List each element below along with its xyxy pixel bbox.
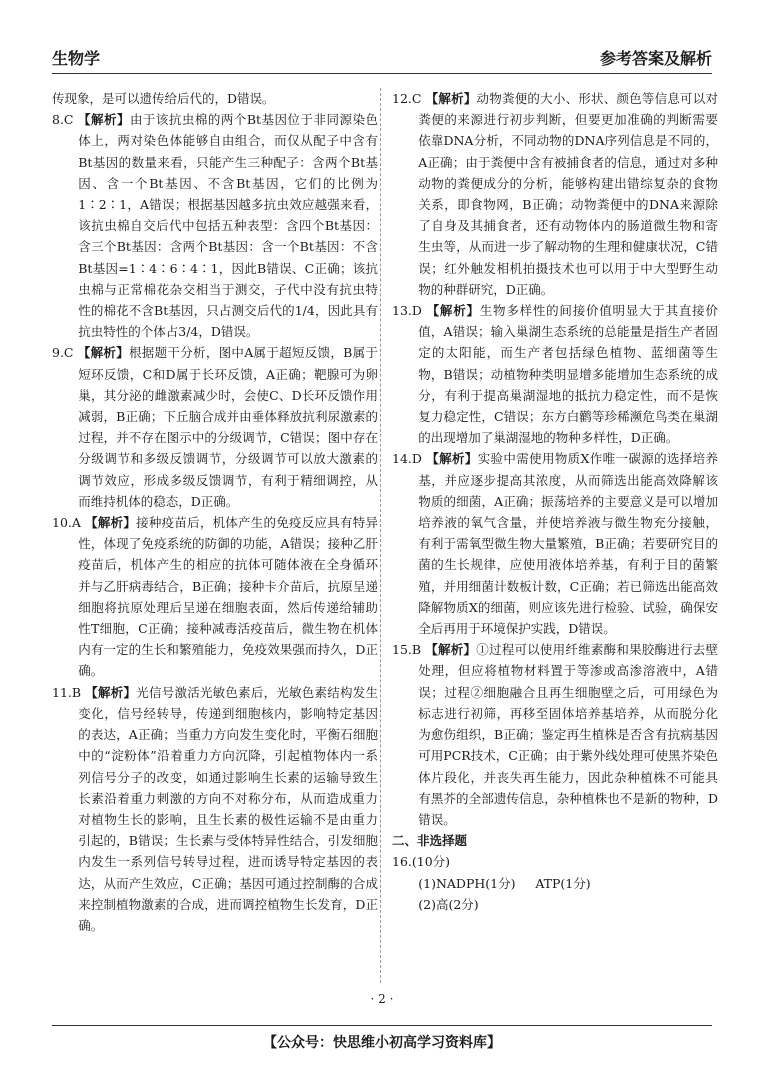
- answer-text: 根据题干分析，图中A属于超短反馈，B属于短环反馈，C和D属于长环反馈，A正确；靶腺可为卵巢，其分泌的雌激素减少时，会使C、D长环反馈作用减弱，B正确；下丘脑合成并由垂体释放抗利尿激素的过程，并不存在图示中的分级调节，C错误；图中存在分级调节和多级反馈调节，分级调节可以放大激素的调节效应，形成多级反馈调节，有利于精细调控，从而维持机体的稳态，D正确。: [78, 345, 378, 509]
- answer-text: ①过程可以使用纤维素酶和果胶酶进行去壁处理，但应将植物材料置于等渗或高渗溶液中，A错误；过程②细胞融合且再生细胞壁之后，可用绿色为标志进行初筛，再移至固体培养基培养，从而脱分化为愈伤组织，B正确；鉴定再生植株是否含有抗病基因可用PCR技术，C正确；由于紫外线处理可使黑芥染色体片段化，并丧失再生能力，因此杂种植株不可能具有黑芥的全部遗传信息，杂种植株也不是新的物种，D错误。: [418, 642, 718, 827]
- question-16-part1: [392, 873, 718, 894]
- analysis-tag: 【解析】: [77, 112, 130, 128]
- answer-text: 生物多样性的间接价值明显大于其直接价值，A错误；输入巢湖生态系统的总能量是指生产者固定的太阳能，而生产者包括绿色植物、蓝细菌等生物，B错误；动植物种类明显增多能增加生态系统的成分，有利于提高巢湖湿地的抵抗力稳定性，而不是恢复力稳定性，C错误；东方白鹳等珍稀濒危鸟类在巢湖的出现增加了巢湖湿地的物种多样性，D正确。: [418, 303, 718, 446]
- column-divider: [380, 88, 381, 983]
- subject-title: 生物学: [52, 49, 101, 68]
- analysis-tag: 【解析】: [425, 91, 477, 106]
- page-number: · 2 ·: [370, 992, 394, 1006]
- answer-9: [52, 342, 378, 512]
- footer-rule: [52, 1025, 712, 1026]
- answer-number: 11.B: [52, 684, 82, 700]
- left-column: [52, 88, 378, 936]
- answer-15: [392, 639, 718, 830]
- answer-text: 动物粪便的大小、形状、颜色等信息可以对粪便的来源进行初步判断，但要更加准确的判断需要依靠DNA分析，不同动物的DNA序列信息是不同的，A正确；由于粪便中含有被捕食者的信息，通过对多种动物的粪便成分的分析，能够构建出错综复杂的食物关系，即食物网，B正确；动物粪便中的DNA来源除了自身及其捕食者，还有动物体内的肠道微生物和寄生虫等，从而进一步了解动物的生理和健康状况，C错误；红外触发相机拍摄技术也可以用于中大型野生动物的种群研究，D正确。: [418, 91, 718, 297]
- answer-8: [52, 109, 378, 342]
- question-16-part2: (2)高(2分): [418, 896, 479, 912]
- footer-text: 【公众号：快思维小初高学习资料库】: [263, 1035, 501, 1051]
- analysis-tag: 【解析】: [85, 684, 137, 700]
- analysis-tag: 【解析】: [426, 451, 478, 467]
- answer-number: 15.B: [392, 642, 422, 658]
- answer-number: 10.A: [52, 515, 81, 531]
- answer-number: 13.D: [392, 303, 422, 319]
- analysis-tag: 【解析】: [85, 515, 137, 531]
- right-column: [392, 88, 718, 915]
- answer-text: 实验中需使用物质X作唯一碳源的选择培养基，并应逐步提高其浓度，从而筛选出能高效降解该物质的细菌，A正确；振荡培养的主要意义是可以增加培养液的氧气含量，并使培养液与微生物充分接触，有利于需氧型微生物大量繁殖，B正确；若要研究目的菌的生长规律，应使用液体培养基，有利于目的菌繁殖，并用细菌计数板计数，C正确；若已筛选出能高效降解物质X的细菌，则应该先进行检验、试验，确保安全后再用于环境保护实践，D错误。: [418, 451, 718, 637]
- answer-number: 8.C: [52, 112, 74, 128]
- answer-number: 9.C: [52, 345, 74, 361]
- page-header: [52, 40, 712, 74]
- answer-text: 由于该抗虫棉的两个Bt基因位于非同源染色体上，两对染色体能够自由组合，而仅从配子中含有Bt基因的数量来看，只能产生三种配子：含两个Bt基因、含一个Bt基因、不含Bt基因，它们的比例为1∶2∶1，A错误；根据基因越多抗虫效应越强来看，该抗虫棉自交后代中包括五种表型：含四个Bt基因：含三个Bt基因：含两个Bt基因：含一个Bt基因：不含Bt基因=1∶4∶6∶4∶1，因此B错误、C正确；该抗虫棉与正常棉花杂交相当于测交，子代中没有抗虫特性的棉花不含Bt基因，只占测交后代的1/4，因此具有抗虫特性的个体占3/4，D错误。: [78, 112, 378, 340]
- answer-11: [52, 682, 378, 936]
- answer-12: [392, 88, 718, 300]
- answer-number: 14.D: [392, 451, 422, 467]
- section-title: 参考答案及解析: [599, 49, 712, 68]
- analysis-tag: 【解析】: [426, 303, 480, 319]
- answer-14: [392, 448, 718, 639]
- answer-text: 光信号激活光敏色素后，光敏色素结构发生变化，信号经转导，传递到细胞核内，影响特定基因的表达，A正确；当重力方向发生变化时，平衡石细胞中的“淀粉体”沿着重力方向沉降，引起植物体内一系列信号分子的改变，如通过影响生长素的运输导致生长素沿着重力刺激的方向不对称分布，从而造成重力对植物生长的影响，且生长素的极性运输不是由重力引起的，B错误；生长素与受体特异性结合，引发细胞内发生一系列信号转导过程，进而诱导特定基因的表达，从而产生效应，C正确；基因可通过控制酶的合成来控制植物激素的合成，进而调控植物生长发育，D正确。: [78, 684, 378, 933]
- continued-text: 传现象，是可以遗传给后代的，D错误。: [52, 91, 275, 106]
- answer-13: [392, 300, 718, 448]
- answer-number: 12.C: [392, 91, 422, 106]
- section-heading: 二、非选择题: [392, 833, 468, 849]
- analysis-tag: 【解析】: [425, 642, 477, 658]
- answer-10: [52, 512, 378, 682]
- analysis-tag: 【解析】: [77, 345, 129, 361]
- answer-part: ATP(1分): [535, 875, 591, 891]
- answer-part: (1)NADPH(1分): [418, 875, 516, 891]
- header-rule: [52, 73, 712, 74]
- question-16-head: 16.(10分): [392, 854, 451, 870]
- answer-text: 接种疫苗后，机体产生的免疫反应具有特异性，体现了免疫系统的防御的功能，A错误；接种乙肝疫苗后，机体产生的相应的抗体可随体液在全身循环并与乙肝病毒结合，B正确；接种卡介苗后，抗原呈递细胞将抗原处理后呈递在细胞表面，然后传递给辅助性T细胞，C正确；接种减毒活疫苗后，微生物在机体内有一定的生长和繁殖能力，免疫效果强而持久，D正确。: [78, 515, 378, 679]
